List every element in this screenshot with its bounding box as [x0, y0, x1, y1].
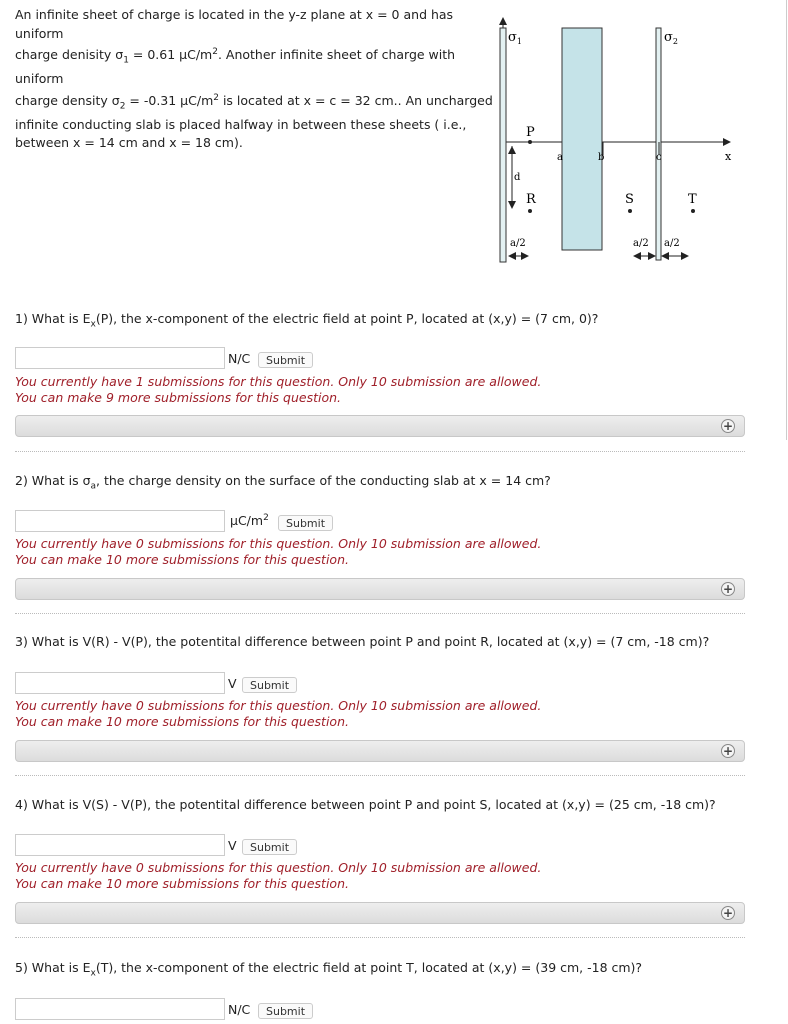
- question-2-submit-button[interactable]: Submit: [278, 515, 333, 531]
- question-4-submission-notice: You currently have 0 submissions for this question. Only 10 submission are allowed. You can make 10 more submissions for this question.: [15, 860, 542, 891]
- point-R: [528, 209, 532, 213]
- intro-line-2: charge denisity $\sigma_1 = 0.61$ $\mu C/m^2$. Another infinite sheet of charge with uniform: [15, 47, 456, 87]
- plus-circle-icon[interactable]: +: [722, 906, 734, 920]
- intro-line-3: charge density $\sigma_2 = -0.31$ $\mu C/m^2$ is located at x = c = 32 cm.. An uncharged: [15, 92, 493, 112]
- question-5-unit: N/C: [228, 1002, 251, 1017]
- label-T: T: [688, 192, 697, 207]
- sigma1-label: $\sigma_1$: [508, 30, 522, 46]
- divider: [15, 775, 745, 776]
- question-3-answer-input[interactable]: [15, 672, 225, 694]
- label-a: a: [557, 152, 563, 163]
- charge-sheets-diagram: [490, 10, 760, 275]
- label-d: d: [514, 172, 521, 183]
- label-S: S: [625, 192, 634, 207]
- label-a-half-3: a/2: [664, 238, 680, 249]
- intro-line-5: between x = 14 cm and x = 18 cm).: [15, 135, 243, 151]
- question-5-text: 5) What is $E_x(T)$, the x-component of the electric field at point T, located at (x,y) = (39 cm, -18 cm)?: [15, 960, 643, 979]
- question-2-text: 2) What is $\sigma_a$, the charge density on the surface of the conducting slab at x = 14 cm?: [15, 473, 551, 492]
- question-1-submit-button[interactable]: Submit: [258, 352, 313, 368]
- question-5-submit-button[interactable]: Submit: [258, 1003, 313, 1019]
- sigma2-label: $\sigma_2$: [664, 30, 678, 46]
- label-a-half-1: a/2: [510, 238, 526, 249]
- question-1-expander[interactable]: [15, 415, 745, 437]
- page-edge-line: [786, 0, 787, 440]
- label-R: R: [526, 192, 536, 207]
- question-4-unit: V: [228, 838, 237, 853]
- question-5-answer-input[interactable]: [15, 998, 225, 1020]
- plus-circle-icon[interactable]: +: [722, 419, 734, 433]
- intro-line-4: infinite conducting slab is placed halfway in between these sheets ( i.e.,: [15, 116, 467, 132]
- question-3-unit: V: [228, 676, 237, 691]
- question-1-answer-input[interactable]: [15, 347, 225, 369]
- question-2-answer-input[interactable]: [15, 510, 225, 532]
- label-c: c: [656, 152, 662, 163]
- point-T: [691, 209, 695, 213]
- divider: [15, 937, 745, 938]
- question-1-text: 1) What is $E_x(P)$, the x-component of the electric field at point P, located at (x,y) = (7 cm, 0)?: [15, 311, 599, 330]
- label-a-half-2: a/2: [633, 238, 649, 249]
- question-2-submission-notice: You currently have 0 submissions for this question. Only 10 submission are allowed. You can make 10 more submissions for this question.: [15, 536, 542, 567]
- question-4-expander[interactable]: [15, 902, 745, 924]
- question-1-unit: N/C: [228, 351, 251, 366]
- plus-circle-icon[interactable]: +: [722, 744, 734, 758]
- question-1-submission-notice: You currently have 1 submissions for this question. Only 10 submission are allowed. You can make 9 more submissions for this question.: [15, 374, 542, 405]
- question-3-text: 3) What is V(R) - V(P), the potentital difference between point P and point R, located at (x,y) = (7 cm, -18 cm)?: [15, 634, 710, 649]
- point-P: [528, 140, 532, 144]
- question-2-unit: $\mu C/m^2$: [230, 513, 269, 529]
- question-3-submit-button[interactable]: Submit: [242, 677, 297, 693]
- plus-circle-icon[interactable]: +: [722, 582, 734, 596]
- question-2-expander[interactable]: [15, 578, 745, 600]
- label-b: b: [598, 152, 605, 163]
- question-3-expander[interactable]: [15, 740, 745, 762]
- problem-statement: [15, 6, 500, 153]
- label-P: P: [526, 125, 535, 140]
- point-S: [628, 209, 632, 213]
- intro-line-1: An infinite sheet of charge is located in the y-z plane at x = 0 and has uniform: [15, 7, 454, 41]
- sheet-sigma1: [500, 28, 506, 262]
- question-4-answer-input[interactable]: [15, 834, 225, 856]
- divider: [15, 613, 745, 614]
- label-x: x: [725, 150, 732, 163]
- divider: [15, 451, 745, 452]
- conducting-slab: [562, 28, 605, 250]
- question-3-submission-notice: You currently have 0 submissions for this question. Only 10 submission are allowed. You can make 10 more submissions for this question.: [15, 698, 542, 729]
- question-4-submit-button[interactable]: Submit: [242, 839, 297, 855]
- question-4-text: 4) What is V(S) - V(P), the potentital difference between point P and point S, located at (x,y) = (25 cm, -18 cm)?: [15, 797, 716, 812]
